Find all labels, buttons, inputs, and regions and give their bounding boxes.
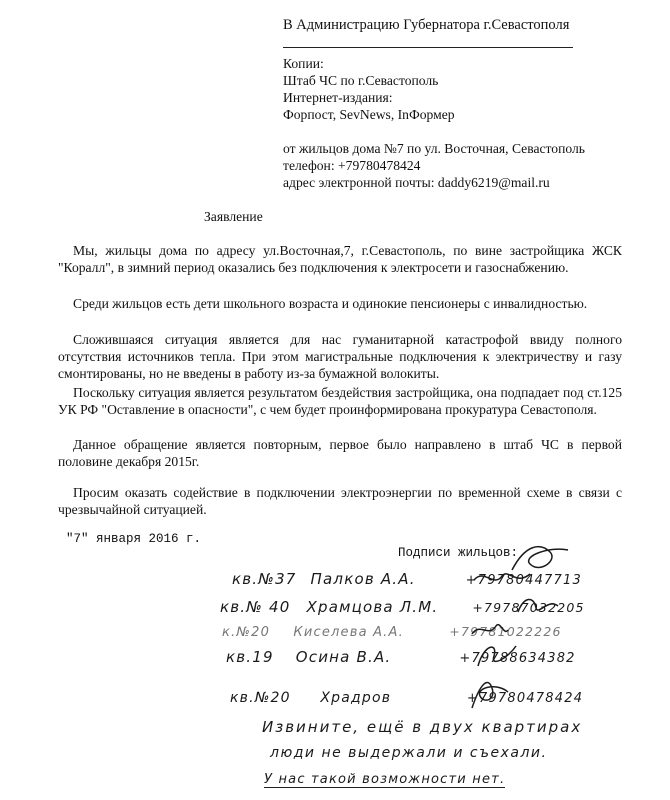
handwritten-note-line-1: Извините, ещё в двух квартирах (262, 718, 583, 736)
resident-phone: +79781022226 (449, 624, 562, 639)
document-date: "7" января 2016 г. (66, 532, 202, 546)
paragraph-2: Среди жильцов есть дети школьного возраста и одинокие пенсионеры с инвалидностью. (73, 296, 588, 311)
sender-email: адрес электронной почты: daddy6219@mail.ru (283, 175, 550, 190)
paragraph-4: Поскольку ситуация является результатом бездействия застройщика, она подпадает под ст.125 УК РФ "Оставление в опасности", с чем будет проинформирована прокуратура Севастополя. (58, 385, 622, 417)
handwritten-note-line-2: люди не выдержали и съехали. (270, 745, 548, 761)
resident-name: Осина В.А. (295, 648, 392, 666)
header-divider (283, 47, 573, 48)
copies-label: Копии: (283, 56, 324, 71)
resident-name: Храдров (320, 690, 392, 706)
resident-phone: +79788634382 (459, 651, 576, 666)
resident-phone: +79780478424 (466, 691, 584, 706)
signature-row (226, 648, 576, 666)
apartment-number: кв.№37 (232, 570, 297, 588)
signature-scribble (466, 674, 510, 714)
resident-name: Палков А.А. (310, 570, 416, 588)
apartment-number: кв.№20 (230, 690, 291, 706)
signature-scribble (472, 566, 532, 590)
resident-phone: +79780447713 (465, 573, 582, 588)
paragraph-3: Сложившаяся ситуация является для нас гуманитарной катастрофой ввиду полного отсутствия источников тепла. При этом магистральные подключения к электричеству и газу смонтированы, но не введены в работу из-за бумажной волокиты. (58, 332, 622, 381)
signature-scribble (516, 594, 560, 618)
resident-phone: +79787032205 (472, 600, 585, 615)
sender-line: от жильцов дома №7 по ул. Восточная, Севастополь (283, 141, 585, 156)
copy-recipient-1: Штаб ЧС по г.Севастополь (283, 73, 439, 88)
signature-scribble (470, 618, 510, 642)
copy-recipient-2: Интернет-издания: (283, 90, 393, 105)
paragraph-6: Просим оказать содействие в подключении электроэнергии по временной схеме в связи с чрезвычайной ситуацией. (58, 485, 622, 517)
signature-scribble (474, 640, 518, 672)
signatures-label: Подписи жильцов: (398, 546, 519, 560)
apartment-number: кв.№ 40 (220, 598, 291, 616)
handwritten-note-line-3: У нас такой возможности нет. (264, 772, 506, 787)
signature-row (222, 624, 562, 640)
addressee: В Администрацию Губернатора г.Севастополя (283, 17, 570, 33)
apartment-number: к.№20 (222, 625, 271, 640)
paragraph-5: Данное обращение является повторным, первое было направлено в штаб ЧС в первой половине декабря 2015г. (58, 437, 622, 469)
apartment-number: кв.19 (226, 648, 274, 666)
paragraph-1: Мы, жильцы дома по адресу ул.Восточная,7, г.Севастополь, по вине застройщика ЖСК "Коралл", в зимний период оказались без подключения к электросети и газоснабжению. (58, 243, 622, 275)
resident-name: Храмцова Л.М. (306, 598, 439, 616)
resident-name: Киселева А.А. (293, 625, 404, 640)
signature-row (230, 690, 583, 706)
copy-recipient-3: Форпост, SevNews, InФормер (283, 107, 455, 122)
document-title: Заявление (204, 209, 263, 224)
sender-phone: телефон: +79780478424 (283, 158, 421, 173)
